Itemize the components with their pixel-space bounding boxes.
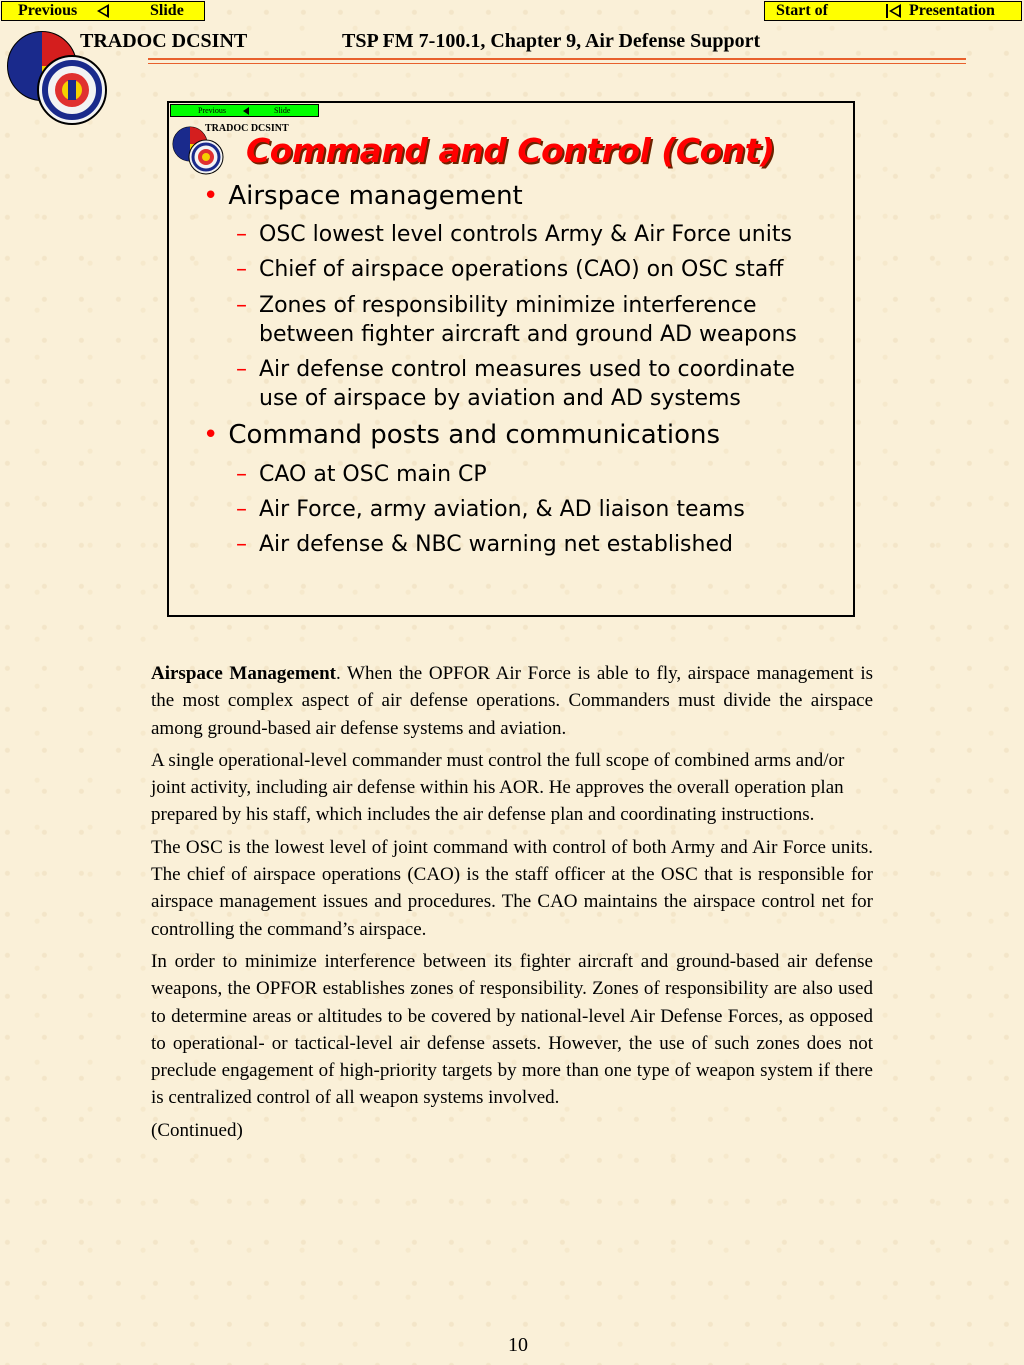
start-of-label: Start of: [776, 2, 828, 19]
notes-body: [151, 660, 873, 1149]
bullet-text: Command posts and communications: [228, 420, 720, 450]
notes-lead: Airspace Management: [151, 663, 336, 684]
sub-bullet-text: CAO at OSC main CP: [259, 462, 487, 487]
sub-bullet-text: Zones of responsibility minimize interference: [259, 293, 757, 318]
mini-slide-label: Slide: [274, 106, 291, 115]
bullet-text: Airspace management: [228, 181, 523, 211]
sub-bullet-text: use of airspace by aviation and AD systems: [259, 386, 741, 411]
sub-bullet-text: OSC lowest level controls Army & Air Force units: [259, 222, 792, 247]
slide-image: Previous Slide TRADOC DCSINT Command and Control (Cont) • Airspace management – OSC lowest level controls Army & Air Force units – Chief of airspace operations (CAO) on OSC staff – Zones of responsibility minimize interference between fighter aircraft and ground AD weapons – Air defense control measures used to coordinate use of airspace by aviation and AD systems • Command posts and communications – CAO at OSC main CP – Air Force, army aviation, & AD liaison teams – Air defense & NBC warning net established: [167, 101, 855, 617]
notes-paragraph: The OSC is the lowest level of joint command with control of both Army and Air Force units. The chief of airspace operations (CAO) is the staff officer at the OSC that is responsible for airspace management issues and procedures. The CAO maintains the airspace control net for controlling the command’s airspace.: [151, 836, 873, 940]
sub-bullet-text: Air Force, army aviation, & AD liaison teams: [259, 497, 745, 522]
first-slide-bar-icon: [886, 4, 888, 18]
notes-paragraph: In order to minimize interference between its fighter aircraft and ground-based air defense weapons, the OPFOR establishes zones of responsibility. Zones of responsibility are also used to determine areas or altitudes to be covered by national-level Air Defense Forces, as opposed to operational- or tactical-level air defense assets. However, the use of such zones does not preclude engagement of high-priority targets by more than one type of weapon system if there is centralized control of all weapon systems involved.: [151, 950, 873, 1109]
first-slide-arrow-icon: [889, 4, 901, 18]
notes-text: . When the OPFOR Air Force is able to fly, airspace management is the most complex aspect of air defense operations. Commanders must divide the airspace among ground-based air defense systems and aviation.: [151, 663, 873, 739]
notes-paragraph: A single operational-level commander must control the full scope of combined arms and/or joint activity, including air defense within his AOR. He approves the overall operation plan prepared by his staff, which includes the air defense plan and coordinating instructions.: [151, 749, 845, 826]
header-rule-thin: [148, 63, 966, 64]
previous-slide-button[interactable]: [1, 1, 205, 21]
bullet-item: [203, 181, 523, 211]
slide-title: Command and Control (Cont): [246, 131, 775, 170]
sub-bullet-text: between fighter aircraft and ground AD weapons: [259, 322, 797, 347]
back-arrow-icon: [97, 4, 109, 18]
notes-continued: (Continued): [151, 1119, 243, 1141]
mini-nav-bar: [170, 104, 319, 117]
header-title: TSP FM 7-100.1, Chapter 9, Air Defense Support: [342, 30, 761, 52]
page-number: 10: [508, 1334, 528, 1356]
previous-label: Previous: [18, 2, 78, 19]
bullet-dot-icon: •: [203, 420, 219, 450]
slide-org: TRADOC DCSINT: [205, 123, 289, 134]
start-of-presentation-button[interactable]: [764, 1, 1022, 21]
bullet-dot-icon: •: [203, 181, 219, 211]
header-org: TRADOC DCSINT: [80, 30, 248, 52]
slide-label: Slide: [150, 2, 184, 19]
sub-bullet-text: Air defense & NBC warning net established: [259, 532, 733, 557]
bullet-item: [203, 420, 720, 450]
mini-previous-label: Previous: [198, 106, 226, 115]
header-rule: [148, 58, 966, 60]
sub-bullet-text: Air defense control measures used to coordinate: [259, 357, 795, 382]
notes-paragraph: [151, 660, 873, 742]
sub-bullet-text: Chief of airspace operations (CAO) on OSC staff: [259, 257, 784, 282]
presentation-label: Presentation: [909, 2, 995, 19]
mini-back-arrow-icon: [243, 107, 249, 115]
